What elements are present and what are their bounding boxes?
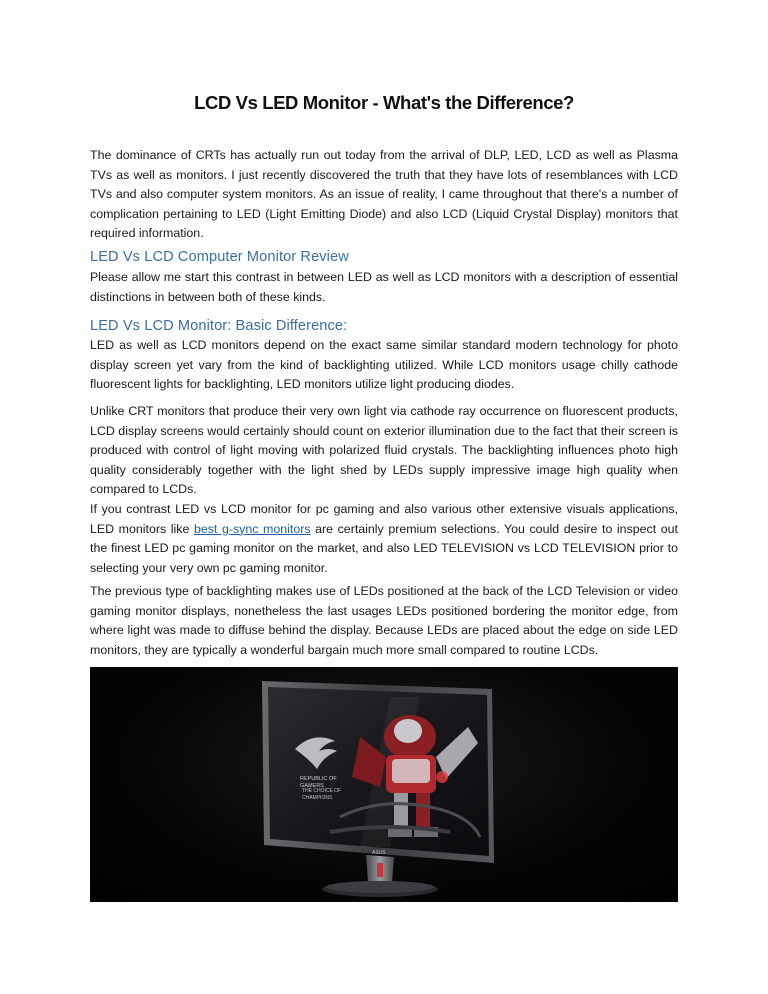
gaming-paragraph-text-start: If you contrast LED vs LCD monitor for pc gaming and also various other extensive visuals applications, LED monitors like <box>90 502 678 536</box>
screen-republic-text: REPUBLIC OF <box>300 776 337 782</box>
screen-gamers-text: GAMERS <box>300 783 324 789</box>
page-title: LCD Vs LED Monitor - What's the Difference? <box>194 92 574 113</box>
screen-champions-text: CHAMPIONS <box>302 795 333 801</box>
section-heading-basic-difference: LED Vs LCD Monitor: Basic Difference: <box>90 318 348 334</box>
gaming-paragraph-text-end: are certainly premium selections. You could desire to inspect out the finest LED pc gaming monitor on the market, and also LED TELEVISION vs LCD TELEVISION prior to selecting your very own pc gaming monitor. <box>90 521 678 575</box>
gaming-monitor-illustration <box>90 667 678 902</box>
gaming-monitor-photo <box>90 667 678 902</box>
crt-comparison-paragraph: Unlike CRT monitors that produce their very own light via cathode ray occurrence on fluorescent products, LCD display screens would certainly should count on exterior illumination due to the fact that their screen is produced with control of light moving with polarized fluid crystals. The backlighting influences photo high quality considerably together with the light shed by LEDs supply impressive image high quality when compared to LCDs. <box>90 404 678 497</box>
gaming-paragraph <box>90 500 678 578</box>
review-paragraph: Please allow me start this contrast in between LED as well as LCD monitors with a description of essential distinctions in between both of these kinds. <box>90 270 678 304</box>
asus-brand-text: ASUS <box>372 850 386 856</box>
best-gsync-monitors-link[interactable]: best g-sync monitors <box>193 521 311 536</box>
section-heading-review: LED Vs LCD Computer Monitor Review <box>90 249 349 265</box>
stand-light <box>377 863 383 877</box>
backlighting-paragraph: The previous type of backlighting makes use of LEDs positioned at the back of the LCD Television or video gaming monitor displays, nonetheless the last usages LEDs positioned bordering the monitor edge, from where light was made to diffuse behind the display. Because LEDs are placed about the edge on side LED monitors, they are typically a wonderful bargain much more small compared to routine LCDs. <box>90 584 678 657</box>
screen-choice-text: THE CHOICE OF <box>302 788 342 794</box>
basic-difference-paragraph: LED as well as LCD monitors depend on the exact same similar standard modern technology for photo display screen yet vary from the kind of backlighting utilized. While LCD monitors usage chilly cathode fluorescent lights for backlighting, LED monitors utilize light producing diodes. <box>90 338 678 392</box>
intro-paragraph: The dominance of CRTs has actually run out today from the arrival of DLP, LED, LCD as well as Plasma TVs as well as monitors. I just recently discovered the truth that they have lots of resemblances with LCD TVs and also computer system monitors. As an issue of reality, I came throughout that there's a number of complication pertaining to LED (Light Emitting Diode) and also LCD (Liquid Crystal Display) monitors that required information. <box>90 148 678 241</box>
